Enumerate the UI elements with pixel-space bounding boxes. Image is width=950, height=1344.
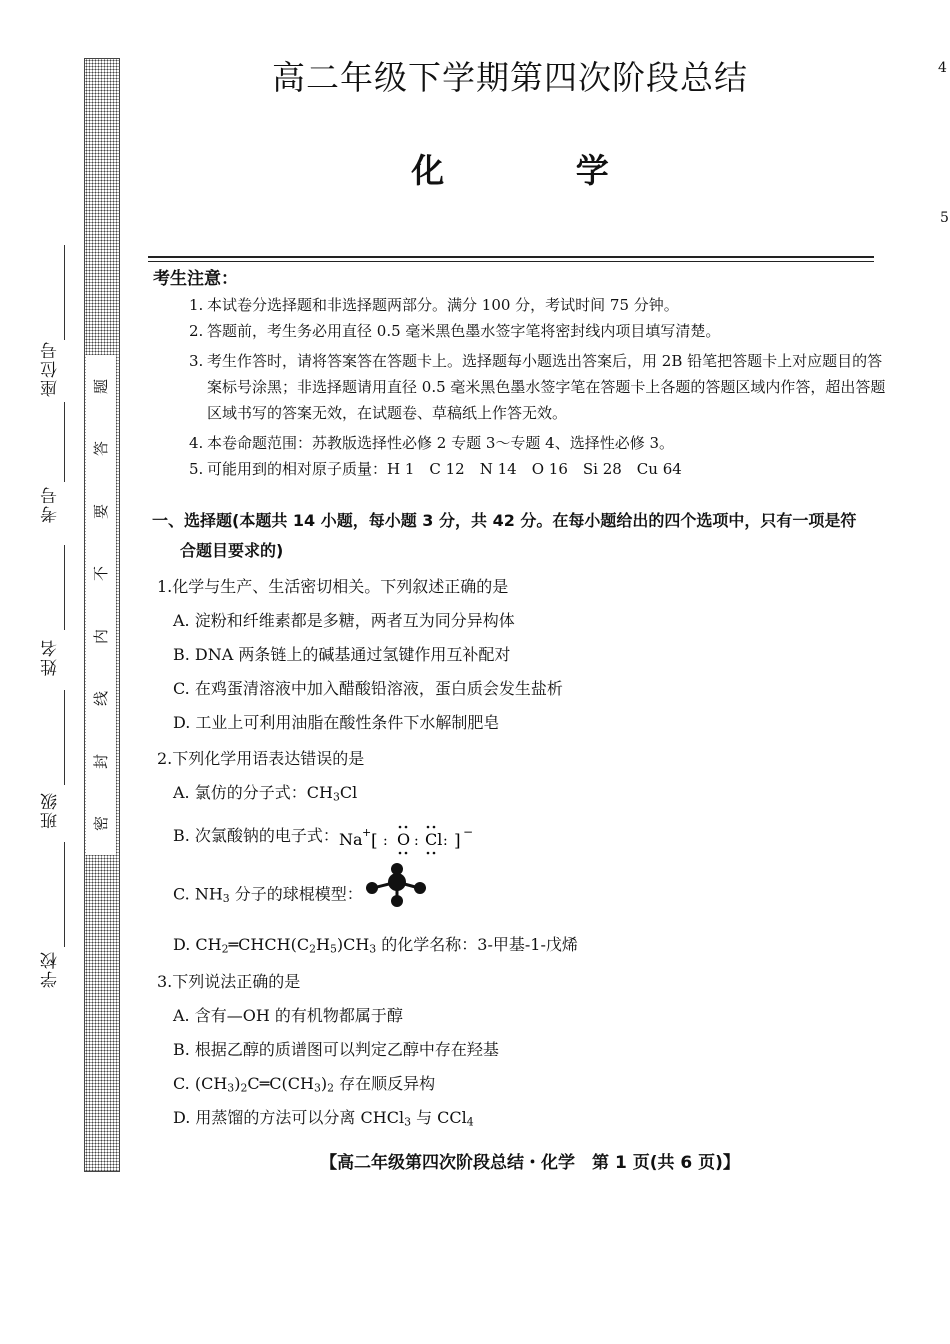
seal-char: 密 — [92, 816, 111, 832]
svg-text:−: − — [462, 824, 473, 839]
notice-text: 本试卷分选择题和非选择题两部分。满分 100 分，考试时间 75 分钟。 — [207, 296, 679, 314]
option-a: A. 淀粉和纤维素都是多糖，两者互为同分异构体 — [173, 611, 515, 630]
option-b: B. 根据乙醇的质谱图可以判定乙醇中存在羟基 — [173, 1040, 499, 1059]
question-1 — [157, 570, 877, 740]
section-heading — [152, 506, 892, 566]
notice-item — [153, 292, 889, 318]
exam-number-label: 考号 — [41, 485, 61, 523]
option-a: A. 氯仿的分子式：$CH_3Cl$ — [173, 783, 358, 804]
question-stem: 1.化学与生产、生活密切相关。下列叙述正确的是 — [157, 577, 509, 596]
option-label: D. 用蒸馏的方法可以分离 CHCl — [173, 1108, 405, 1127]
notice-number: 5. — [189, 460, 204, 478]
header-rule — [148, 256, 874, 258]
notice-item — [153, 430, 889, 456]
notice-number: 3. — [189, 352, 204, 370]
notice-item — [153, 318, 889, 344]
margin-mark: 5 — [940, 210, 949, 226]
exam-title: 高二年级下学期第四次阶段总结 — [272, 58, 748, 97]
margin-mark: 4 — [938, 60, 947, 76]
option-d: D. 工业上可利用油脂在酸性条件下水解制肥皂 — [173, 713, 500, 732]
name-line — [64, 545, 65, 630]
option-b: B. DNA 两条链上的碱基通过氢键作用互补配对 — [173, 645, 511, 664]
notice-number: 2. — [189, 322, 204, 340]
section-heading-line: 一、选择题(本题共 14 小题，每小题 3 分，共 42 分。在每小题给出的四个选项中，只有一项是符 — [152, 511, 857, 530]
page-footer: 【高二年级第四次阶段总结・化学 第 1 页(共 6 页)】 — [320, 1153, 740, 1173]
svg-text::: : — [382, 832, 388, 849]
option-label: D. CH — [173, 935, 222, 954]
notice-text: 考生作答时，请将答案答在答题卡上。选择题每小题选出答案后，用 2B 铅笔把答题卡上对应题目的答案标号涂黑；非选择题请用直径 0.5 毫米黑色墨水签字笔在答题卡上各题的答题区域内作答，超出答题区域书写的答案无效，在试题卷、草稿纸上作答无效。 — [207, 352, 886, 422]
svg-text:[: [ — [370, 830, 378, 851]
option-c: C. $(CH_3)_2C═C(CH_3)_2$ 存在顺反异构 — [173, 1074, 436, 1095]
notice-item — [153, 456, 889, 482]
seal-char: 内 — [92, 628, 111, 644]
question-stem: 2.下列化学用语表达错误的是 — [157, 749, 365, 768]
option-label-tail: 分子的球棍模型： — [229, 884, 363, 904]
seat-number-label: 座位号 — [41, 340, 61, 397]
question-stem: 3.下列说法正确的是 — [157, 972, 301, 991]
seal-notice — [86, 355, 116, 855]
class-line — [64, 690, 65, 785]
option-label-tail: 的化学名称：3-甲基-1-戊烯 — [376, 935, 578, 954]
nh3-ball-stick-model — [363, 862, 429, 928]
svg-text:+: + — [361, 825, 372, 839]
seat-number-line — [64, 245, 65, 340]
candidate-notice — [153, 266, 893, 482]
option-label: A. 氯仿的分子式： — [173, 783, 307, 802]
class-label: 班级 — [41, 791, 61, 829]
notice-text: 可能用到的相对原子质量：H 1 C 12 N 14 O 16 Si 28 Cu 64 — [207, 460, 682, 478]
seal-char: 答 — [92, 441, 111, 457]
svg-text:]: ] — [453, 830, 461, 851]
seal-char: 封 — [92, 753, 111, 769]
option-label-tail: 存在顺反异构 — [334, 1074, 436, 1093]
option-c: C. 在鸡蛋清溶液中加入醋酸铅溶液，蛋白质会发生盐析 — [173, 679, 563, 698]
option-label-mid: 与 CCl — [411, 1108, 467, 1127]
option-d: D. 用蒸馏的方法可以分离 CHCl$_3$ 与 CCl$_4$ — [173, 1108, 474, 1129]
svg-text:Na: Na — [338, 829, 363, 849]
option-b — [157, 810, 877, 862]
option-label: C. NH — [173, 884, 223, 904]
notice-number: 4. — [189, 434, 204, 452]
notice-item — [153, 348, 889, 426]
option-d: D. $CH_2═CHCH(C_2H_5)CH_3$ 的化学名称：3-甲基-1-戊烯 — [173, 935, 578, 956]
section-heading-line: 合题目要求的) — [180, 541, 284, 560]
seal-char: 要 — [92, 503, 111, 519]
sodium-hypochlorite-electron-formula — [339, 822, 489, 852]
school-line — [64, 842, 65, 947]
option-label: C. (CH — [173, 1074, 228, 1093]
school-label: 学校 — [41, 950, 61, 988]
notice-text: 本卷命题范围：苏教版选择性必修 2 专题 3～专题 4、选择性必修 3。 — [207, 434, 675, 452]
subject-title: 化 学 — [411, 151, 669, 190]
notice-heading: 考生注意： — [153, 269, 238, 289]
option-a: A. 含有—OH 的有机物都属于醇 — [173, 1006, 403, 1025]
notice-number: 1. — [189, 296, 204, 314]
binding-fields — [38, 240, 78, 1000]
svg-text:O: O — [396, 829, 411, 849]
option-label: B. 次氯酸钠的电子式： — [173, 826, 339, 845]
svg-text:Cl: Cl — [424, 829, 443, 849]
header-rule — [148, 261, 874, 262]
seal-char: 不 — [92, 566, 111, 582]
svg-text::: : — [442, 832, 448, 849]
exam-number-line — [64, 402, 65, 482]
svg-text::: : — [413, 832, 419, 849]
question-2 — [157, 742, 877, 962]
notice-text: 答题前，考生务必用直径 0.5 毫米黑色墨水签字笔将密封线内项目填写清楚。 — [207, 322, 721, 340]
question-3 — [157, 965, 877, 1135]
option-c: C. $NH_3$ 分子的球棍模型： — [157, 862, 877, 928]
seal-char: 线 — [92, 691, 111, 707]
name-label: 姓名 — [41, 638, 61, 676]
seal-char: 题 — [92, 378, 111, 394]
